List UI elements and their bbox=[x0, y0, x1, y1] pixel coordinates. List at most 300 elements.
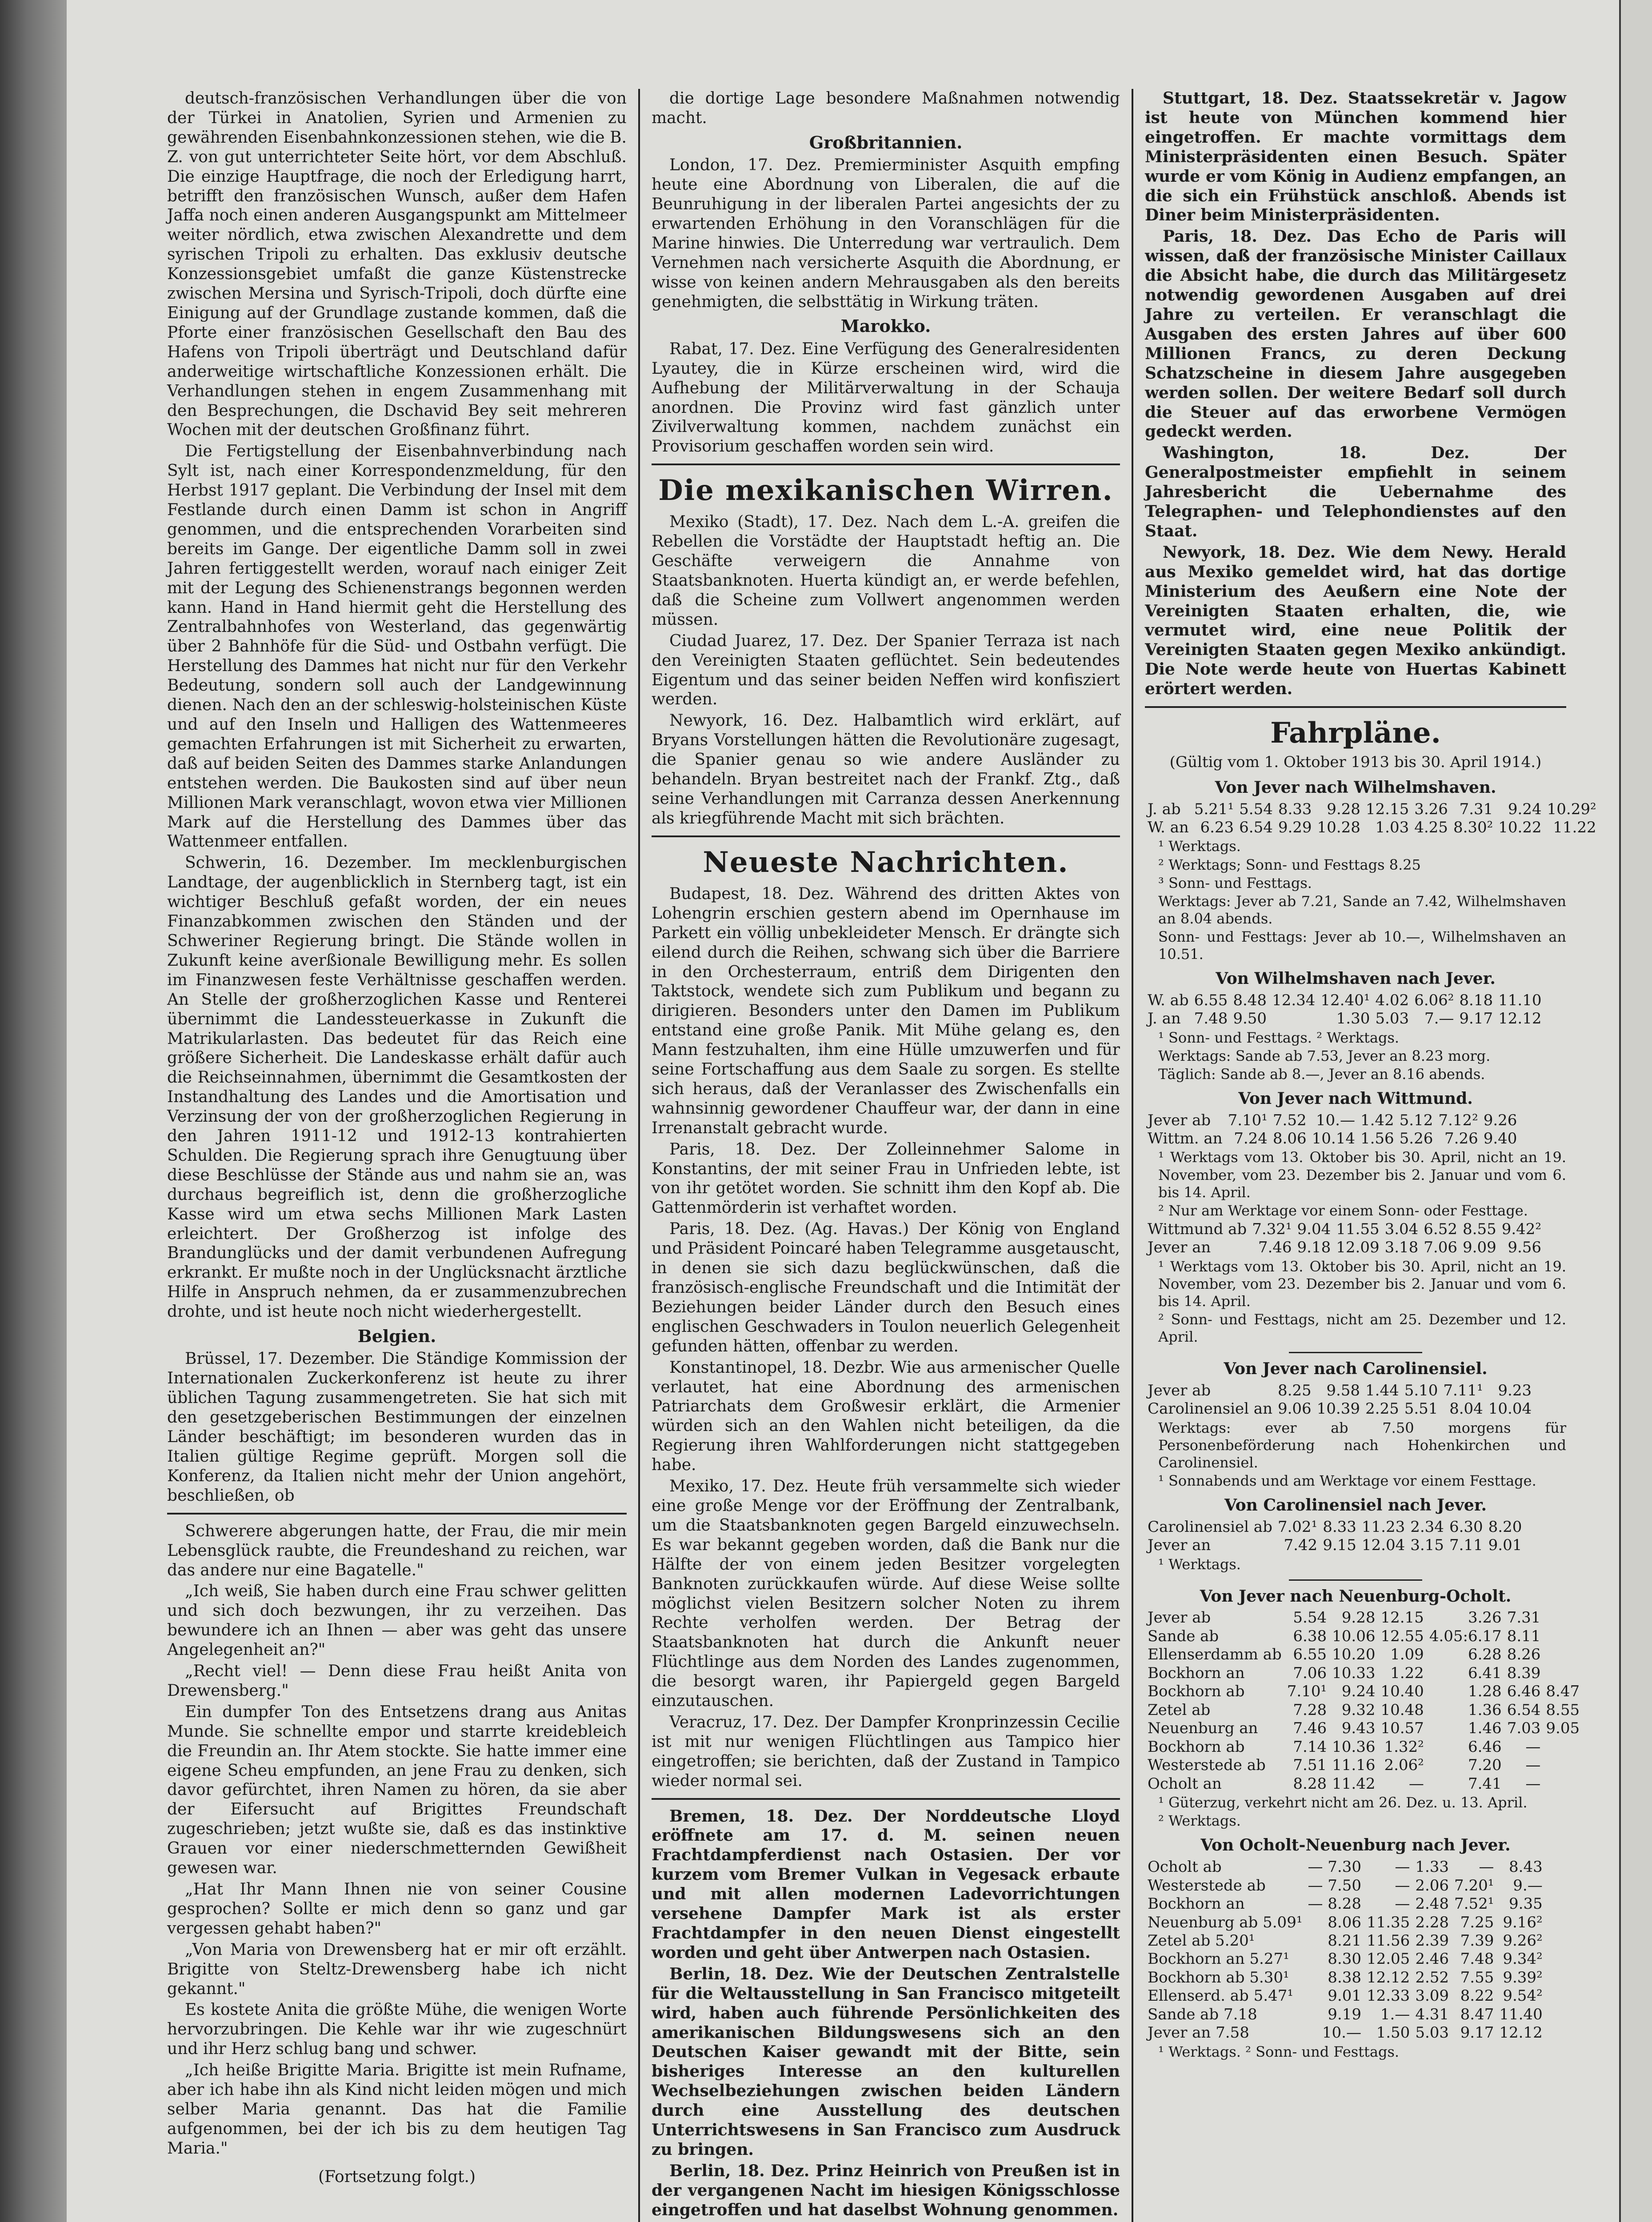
time-cell: 6.52 bbox=[1424, 1220, 1457, 1238]
timetable-row bbox=[1145, 1895, 1545, 1913]
time-cell: 9.01 bbox=[1328, 1987, 1361, 2005]
time-cell: 7.26 bbox=[1444, 1130, 1478, 1148]
article-veracruz: Veracruz, 17. Dez. Der Dampfer Kronprinzessin Cecilie ist mit nur wenigen Flüchtlingen aus Tampico hier eingetroffen; sie berichten, daß der Zustand in Tampico wieder normal sei. bbox=[652, 1713, 1120, 1790]
station-cell: W. an bbox=[1148, 819, 1189, 837]
serial-paragraph: „Recht viel! — Denn diese Frau heißt Anita von Drewensberg." bbox=[167, 1662, 627, 1700]
time-cell: 9.26² bbox=[1503, 1931, 1543, 1950]
article-newyork: Newyork, 16. Dez. Halbamtlich wird erklärt, auf Bryans Vorstellungen hätten die Revolutionäre zugesagt, die Spanier genau so wie andere Ausländer zu behandeln. Bryan bestreitet nach der Frankf. Ztg., daß seine Verhandlungen mit Carranza dessen Anerkennung als kriegführende Macht mit sich brächten. bbox=[652, 711, 1120, 827]
route-heading: Von Jever nach Neuenburg-Ocholt. bbox=[1200, 1587, 1512, 1606]
time-cell: 1.42 bbox=[1360, 1111, 1394, 1129]
timetable-footnote: ¹ Werktags vom 13. Oktober bis 30. April, nicht an 19. November, vom 23. Dezember bis 2. Januar und vom 6. bis 14. April. bbox=[1158, 1149, 1566, 1201]
route-heading: Von Wilhelmshaven nach Jever. bbox=[1216, 969, 1496, 988]
time-cell: 8.21 bbox=[1328, 1931, 1361, 1950]
time-cell: 7.41 bbox=[1468, 1774, 1502, 1793]
article-newyork-herald: Newyork, 18. Dez. Wie dem Newy. Herald aus Mexiko gemeldet wird, hat das dortige Ministerium des Aeußern eine Note der Vereinigten Staaten erhalten, die, wie vermutet wird, eine neue Politik der Vereinigten Staaten gegen Mexiko ankündigt. Die Note werde heute von Huertas Kabinett erörtert werden. bbox=[1145, 543, 1566, 699]
time-cell: 4.31 bbox=[1415, 2005, 1449, 2023]
route-heading: Von Ocholt-Neuenburg nach Jever. bbox=[1200, 1836, 1511, 1855]
time-cell: — bbox=[1525, 1774, 1541, 1793]
timetable-row bbox=[1145, 1719, 1582, 1738]
station-cell: Sande ab 7.18 bbox=[1148, 2005, 1257, 2023]
section-head-great-britain: Großbritannien. bbox=[809, 132, 963, 152]
article-paris-havas: Paris, 18. Dez. (Ag. Havas.) Der König von England und Präsident Poincaré haben Telegramme ausgetauscht, in denen sie sich dazu beglückwünschen, daß die französisch-englische Freundschaft und die Intimität der Beziehungen beider Länder durch den Besuch eines englischen Geschwaders in Toulon neuerlich Gelegenheit gefunden hätten, offenbar zu werden. bbox=[652, 1220, 1120, 1355]
time-cell: 6.55 bbox=[1194, 991, 1228, 1009]
time-cell: — bbox=[1479, 1858, 1494, 1876]
time-cell: 2.06² bbox=[1384, 1756, 1424, 1774]
column-3 bbox=[1133, 89, 1596, 2222]
article-brussels: Brüssel, 17. Dezember. Die Ständige Kommission der Internationalen Zuckerkonferenz ist heute zu ihrer üblichen Tagung zusammengetreten. Sie hat sich mit den gesetzgeberischen Bestimmungen der einzelnen Länder beschäftigt; im besonderen wurden das in Italien gültige Regime geprüft. Morgen soll die Konferenz, da Italien nicht mehr der Union angehört, beschließen, ob bbox=[167, 1350, 627, 1505]
timetable-row bbox=[1145, 2006, 1545, 2024]
time-cell bbox=[1269, 1010, 1318, 1028]
time-cell: 10.57 bbox=[1380, 1719, 1424, 1738]
time-cell: 7.48 bbox=[1194, 1010, 1228, 1028]
article-mexico-city: Mexiko (Stadt), 17. Dez. Nach dem L.-A. greifen die Rebellen die Vorstädte der Hauptstadt heftig an. Die Geschäfte verweigern die Annahme von Staatsbanknoten. Huerta kündigt an, er werde befehlen, daß die Scheine zum Vollwert angenommen werden müssen. bbox=[652, 513, 1120, 629]
timetable-row bbox=[1145, 1950, 1545, 1968]
station-cell: Jever an bbox=[1148, 1239, 1211, 1257]
time-cell: 9.24 bbox=[1508, 800, 1542, 818]
timetable-row bbox=[1145, 1239, 1544, 1257]
timetable-footnote: ² Nur am Werktage vor einem Sonn- oder Festtage. bbox=[1158, 1202, 1528, 1219]
column-2 bbox=[640, 89, 1133, 2222]
time-cell: 5.03 bbox=[1415, 2024, 1449, 2042]
time-cell: 9.16² bbox=[1503, 1913, 1543, 1931]
article-paris: Paris, 18. Dez. Der Zolleinnehmer Salome in Konstantins, der mit seiner Frau in Unfrieden lebte, ist von ihr getötet worden. Sie schnitt ihm den Kopf ab. Die Gattenmörderin ist verhaftet worden. bbox=[652, 1140, 1120, 1217]
time-cell: 5.12 bbox=[1399, 1111, 1433, 1129]
time-cell: 6.38 bbox=[1293, 1627, 1327, 1645]
time-cell: 7.32¹ bbox=[1252, 1220, 1292, 1238]
time-cell: 7.12² bbox=[1438, 1111, 1478, 1129]
station-cell: Bockhorn an bbox=[1148, 1895, 1245, 1913]
time-cell: 8.28 bbox=[1293, 1774, 1327, 1793]
time-cell: 7.11¹ bbox=[1443, 1381, 1483, 1399]
serial-paragraph: „Ich heiße Brigitte Maria. Brigitte ist mein Rufname, aber ich habe ihn als Kind nicht leiden mögen und mich selber Maria genannt. Das hat die Familie aufgenommen, bei der ich bis zu dem heutigen Tag Maria." bbox=[167, 2061, 627, 2158]
time-cell: 6.54 bbox=[1507, 1701, 1541, 1719]
time-cell: 9.24 bbox=[1341, 1682, 1376, 1701]
time-cell: 7.02¹ bbox=[1277, 1518, 1318, 1536]
time-cell: 10.39 bbox=[1316, 1400, 1360, 1418]
station-cell: Neuenburg ab 5.09¹ bbox=[1148, 1913, 1303, 1931]
time-cell: 11.10 bbox=[1498, 991, 1542, 1009]
station-cell: Bockhorn an 5.27¹ bbox=[1148, 1950, 1289, 1968]
time-cell: 3.04 bbox=[1384, 1220, 1419, 1238]
time-cell: 1.22 bbox=[1390, 1664, 1424, 1682]
timetable-row bbox=[1145, 1220, 1544, 1239]
time-cell: 8.43 bbox=[1509, 1858, 1543, 1876]
timetable-row bbox=[1145, 991, 1544, 1010]
station-cell: Bockhorn ab bbox=[1148, 1738, 1245, 1756]
time-cell: 8.30² bbox=[1453, 819, 1493, 837]
time-cell: 2.39 bbox=[1415, 1931, 1449, 1950]
timetable-footnote: ¹ Sonnabends und am Werktage vor einem Festtage. bbox=[1158, 1472, 1536, 1489]
station-cell: Ellenserd. ab 5.47¹ bbox=[1148, 1987, 1293, 2005]
time-cell: 6.55 bbox=[1293, 1646, 1327, 1664]
time-cell: 8.33 bbox=[1323, 1518, 1356, 1536]
article-berlin: Berlin, 18. Dez. Wie der Deutschen Zentralstelle für die Weltausstellung in San Francisco mitgeteilt wird, haben auch führende Persönlichkeiten des amerikanischen Bildungswesens sich an den Deutschen Kaiser gewandt mit der Bitte, sein bisheriges Interesse an den kulturellen Wechselbeziehungen zwischen beiden Ländern durch eine Ausstellung des deutschen Unterrichtswesens in San Francisco zum Ausdruck zu bringen. bbox=[652, 1964, 1120, 2159]
timetable-footnote: ¹ Sonn- und Festtags. ² Werktags. bbox=[1158, 1029, 1400, 1046]
adjacent-page-edge bbox=[1619, 0, 1652, 2222]
time-cell: 4.02 bbox=[1375, 991, 1409, 1009]
station-cell: Carolinensiel ab bbox=[1148, 1518, 1272, 1536]
timetable-footnote: Sonn- und Festtags: Jever ab 10.—, Wilhelmshaven an 10.51. bbox=[1158, 928, 1566, 963]
route-heading: Von Jever nach Wittmund. bbox=[1238, 1089, 1473, 1108]
timetable-row bbox=[1145, 1858, 1545, 1876]
time-cell: 7.10¹ bbox=[1228, 1111, 1268, 1129]
time-cell: 7.46 bbox=[1293, 1719, 1327, 1738]
time-cell: 11.16 bbox=[1332, 1756, 1376, 1774]
time-cell: 7.42 bbox=[1284, 1536, 1318, 1555]
time-cell: 12.12 bbox=[1366, 1968, 1410, 1986]
time-cell: 12.34 bbox=[1272, 991, 1316, 1009]
serial-continued-note: (Fortsetzung folgt.) bbox=[318, 2167, 476, 2186]
article-stuttgart: Stuttgart, 18. Dez. Staatssekretär v. Jagow ist heute von München kommend hier eingetroffen. Er machte vormittags dem Ministerpräsidenten einen Besuch. Später wurde er vom König in Audienz empfangen, an die sich ein Frühstück anschloß. Abends ist Diner beim Ministerpräsidenten. bbox=[1145, 89, 1566, 225]
station-cell: Sande ab bbox=[1148, 1627, 1219, 1645]
time-cell: 5.10 bbox=[1404, 1381, 1438, 1399]
time-cell: 2.48 bbox=[1415, 1895, 1449, 1913]
time-cell: 1.28 bbox=[1468, 1682, 1502, 1701]
timetable-footnote: ² Werktags. bbox=[1158, 1812, 1241, 1830]
time-cell: 8.55 bbox=[1546, 1701, 1580, 1719]
time-cell: — bbox=[1525, 1756, 1541, 1774]
time-cell: 9.39² bbox=[1503, 1968, 1543, 1986]
time-cell: 11.35 bbox=[1366, 1913, 1410, 1931]
timetable-row bbox=[1145, 1987, 1545, 2005]
timetable bbox=[1145, 1111, 1520, 1148]
time-cell: 8.26 bbox=[1507, 1646, 1541, 1664]
station-cell: Bockhorn an bbox=[1148, 1664, 1245, 1682]
time-cell: 5.54 bbox=[1239, 800, 1273, 818]
time-cell: 1.44 bbox=[1365, 1381, 1399, 1399]
time-cell: 12.05 bbox=[1366, 1950, 1410, 1968]
timetable-footnote: ¹ Werktags. ² Sonn- und Festtags. bbox=[1158, 2043, 1400, 2060]
article-london: London, 17. Dez. Premierminister Asquith empfing heute eine Abordnung von Liberalen, die auf die Beunruhigung in der liberalen Partei angesichts der zu erwartenden Erhöhung in den Voranschlägen für die Marine hinwies. Die Unterredung war vertraulich. Dem Vernehmen nach versicherte Asquith die Abordnung, er wisse von keinen andern Mehrausgaben als den bereits genehmigten, die selbsttätig in Wirkung träten. bbox=[652, 156, 1120, 311]
time-cell: 9.42² bbox=[1501, 1220, 1542, 1238]
time-cell: — bbox=[1395, 1895, 1410, 1913]
timetable-row bbox=[1145, 1775, 1582, 1793]
divider bbox=[652, 1798, 1120, 1800]
time-cell: 7.20¹ bbox=[1454, 1876, 1494, 1894]
divider bbox=[1145, 706, 1566, 708]
time-cell: 10.29² bbox=[1547, 800, 1596, 818]
time-cell: 9.04 bbox=[1297, 1220, 1331, 1238]
time-cell: 2.46 bbox=[1415, 1950, 1449, 1968]
time-cell: 12.09 bbox=[1336, 1239, 1380, 1257]
article-rabat: Rabat, 17. Dez. Eine Verfügung des Generalresidenten Lyautey, die in Kürze erscheinen wird, wird die Aufhebung der Militärverwaltung in der Schauja anordnen. Die Provinz wird fast gänzlich unter Zivilverwaltung kommen, nachdem zunächst ein Provisorium geschaffen worden sein wird. bbox=[652, 340, 1120, 456]
time-cell: 8.55 bbox=[1463, 1220, 1496, 1238]
time-cell: — bbox=[1395, 1858, 1410, 1876]
time-cell: 7.11 bbox=[1449, 1536, 1483, 1555]
time-cell: 8.04 bbox=[1449, 1400, 1483, 1418]
time-cell: 7.46 bbox=[1258, 1239, 1292, 1257]
timetable-row bbox=[1145, 1111, 1520, 1130]
timetable-footnote: ¹ Werktags vom 13. Oktober bis 30. April, nicht an 19. November, vom 23. Dezember bis 2. Januar und vom 6. bis 14. April. bbox=[1158, 1258, 1566, 1310]
time-cell: 11.55 bbox=[1336, 1220, 1380, 1238]
time-cell: 9.— bbox=[1513, 1876, 1543, 1894]
time-cell: 6.06² bbox=[1414, 991, 1454, 1009]
station-cell: Bockhorn ab bbox=[1148, 1682, 1245, 1701]
timetable-row bbox=[1145, 1932, 1545, 1950]
serial-paragraph: Es kostete Anita die größte Mühe, die wenigen Worte hervorzubringen. Die Kehle war ihr wie zugeschnürt und ihr Herz schlug bang und schwer. bbox=[167, 2001, 627, 2058]
timetable-row bbox=[1145, 819, 1599, 837]
time-cell: 6.30 bbox=[1449, 1518, 1483, 1536]
time-cell: 9.28 bbox=[1327, 800, 1360, 818]
time-cell: 7.52¹ bbox=[1454, 1895, 1494, 1913]
article-washington: Washington, 18. Dez. Der Generalpostmeister empfiehlt in seinem Jahresbericht die Uebernahme des Telegraphen- und Telephondienstes auf den Staat. bbox=[1145, 444, 1566, 540]
timetable bbox=[1145, 1382, 1534, 1419]
timetable-row bbox=[1145, 1536, 1524, 1555]
time-cell: 1.50 bbox=[1376, 2024, 1410, 2042]
newspaper-page bbox=[67, 0, 1652, 2222]
time-cell: 7.31 bbox=[1507, 1609, 1541, 1627]
scanner-edge bbox=[0, 0, 67, 2222]
station-cell: J. an bbox=[1148, 1010, 1181, 1028]
time-cell: 1.09 bbox=[1390, 1646, 1424, 1664]
route-heading: Von Jever nach Wilhelmshaven. bbox=[1215, 778, 1496, 797]
time-cell: 10.22 bbox=[1498, 819, 1542, 837]
time-cell: 9.34² bbox=[1503, 1950, 1543, 1968]
article-budapest: Budapest, 18. Dez. Während des dritten Aktes von Lohengrin erschien gestern abend im Opernhause im Parkett ein völlig unbekleideter Mensch. Er drängte sich eilend durch die Reihen, schwang sich über die Barriere in den Orchesterraum, entriß dem Dirigenten den Taktstock, wendete sich zum Publikum und begann zu dirigieren. Besonders unter den Damen im Publikum entstand eine große Panik. Mit Mühe gelang es, den Mann festzuhalten, ihm eine Hülle umzuwerfen und für seine Fortschaffung aus dem Saale zu sorgen. Es stellte sich heraus, daß der Veranlasser des Zwischenfalls ein wahnsinnig gewordener Chauffeur war, der dann in eine Irrenanstalt gebracht wurde. bbox=[652, 884, 1120, 1137]
time-cell: 9.17 bbox=[1460, 2024, 1494, 2042]
time-cell: 9.54² bbox=[1503, 1987, 1543, 2005]
time-cell: 8.48 bbox=[1233, 991, 1267, 1009]
timetable-notes bbox=[1145, 838, 1566, 963]
station-cell: Westerstede ab bbox=[1148, 1876, 1266, 1894]
time-cell: 3.15 bbox=[1410, 1536, 1444, 1555]
time-cell: 9.58 bbox=[1326, 1381, 1360, 1399]
article-sylt-railway: Die Fertigstellung der Eisenbahnverbindung nach Sylt ist, nach einer Korrespondenzmeldung, für den Herbst 1917 geplant. Die Verbindung der Insel mit dem Festlande durch einen Damm ist schon in Angriff genommen, und die entsprechenden Vorarbeiten sind bereits im Gange. Der eigentliche Damm soll in zwei Jahren fertiggestellt werden, worauf nach einiger Zeit mit der Legung des Schienenstrangs begonnen werden kann. Hand in Hand hiermit geht die Herstellung des Zentralbahnhofes von Westerland, das gegenwärtig über 2 Bahnhöfe für die Süd- und Ostbahn verfügt. Die Herstellung des Dammes hat nicht nur für den Verkehr Bedeutung, sondern soll auch der Landgewinnung dienen. Nach den an der schleswig-holsteinischen Küste und auf den Inseln und Halligen des Wattenmeeres gemachten Erfahrungen ist mit Sicherheit zu erwarten, daß auf beiden Seiten des Dammes starke Anlandungen entstehen werden. Die Baukosten sind auf über neun Millionen Mark veranschlagt, wovon etwa vier Millionen Mark auf die Herstellung des Dammes über das Wattenmeer entfallen. bbox=[167, 442, 627, 851]
divider bbox=[652, 464, 1120, 465]
station-cell: Neuenburg an bbox=[1148, 1719, 1258, 1738]
divider bbox=[1289, 1352, 1422, 1353]
route-heading: Von Carolinensiel nach Jever. bbox=[1224, 1495, 1487, 1515]
time-cell: 9.23 bbox=[1498, 1381, 1532, 1399]
time-cell: 7.14 bbox=[1293, 1738, 1327, 1756]
time-cell: 8.47 bbox=[1460, 2005, 1494, 2023]
time-cell: 3.26 bbox=[1414, 800, 1448, 818]
time-cell: — 7.50 bbox=[1308, 1876, 1361, 1894]
time-cell: 7.28 bbox=[1293, 1701, 1327, 1719]
time-cell: 11.42 bbox=[1332, 1774, 1376, 1793]
time-cell: 10.33 bbox=[1332, 1664, 1376, 1682]
time-cell: 3.09 bbox=[1415, 1987, 1449, 2005]
article-constantinople: Konstantinopel, 18. Dezbr. Wie aus armenischer Quelle verlautet, hat eine Abordnung des armenischen Patriarchats dem Großwesir erklärt, die Armenier würden sich an den Wahlen nicht beteiligen, da die Regierung ihren Wahlforderungen nicht stattgegeben habe. bbox=[652, 1358, 1120, 1475]
timetable-row bbox=[1145, 1701, 1582, 1719]
time-cell: 10.04 bbox=[1488, 1400, 1532, 1418]
article-berlin-prince: Berlin, 18. Dez. Prinz Heinrich von Preußen ist in der vergangenen Nacht im hiesigen Königsschlosse eingetroffen und hat daselbst Wohnung genommen. bbox=[652, 2161, 1120, 2219]
timetable-validity: (Gültig vom 1. Oktober 1913 bis 30. April 1914.) bbox=[1169, 753, 1542, 771]
article-continuation: die dortige Lage besondere Maßnahmen notwendig macht. bbox=[652, 89, 1120, 127]
section-head-mexico: Die mexikanischen Wirren. bbox=[658, 474, 1113, 508]
station-cell: Jever ab bbox=[1148, 1609, 1211, 1627]
time-cell: 9.56 bbox=[1508, 1239, 1542, 1257]
serial-paragraph: „Hat Ihr Mann Ihnen nie von seiner Cousine gesprochen? Sollte er mich denn so ganz und gar vergessen gehabt haben?" bbox=[167, 1880, 627, 1938]
time-cell: 10.— bbox=[1322, 2024, 1361, 2042]
time-cell: — 8.28 bbox=[1308, 1895, 1361, 1913]
time-cell: 10.28 bbox=[1317, 819, 1360, 837]
time-cell: 1.46 bbox=[1468, 1719, 1502, 1738]
timetable-row bbox=[1145, 1609, 1582, 1627]
time-cell: 4.05:6.17 bbox=[1429, 1627, 1502, 1645]
time-cell: 11.22 bbox=[1553, 819, 1596, 837]
time-cell: 9.26 bbox=[1483, 1111, 1517, 1129]
time-cell: 12.15 bbox=[1380, 1609, 1424, 1627]
station-cell: Carolinensiel an bbox=[1148, 1400, 1272, 1418]
time-cell: 12.40¹ bbox=[1320, 991, 1370, 1009]
time-cell: 1.03 bbox=[1375, 819, 1409, 837]
time-cell: 7.— bbox=[1424, 1010, 1454, 1028]
time-cell: 11.40 bbox=[1499, 2005, 1543, 2023]
time-cell: 9.17 bbox=[1459, 1010, 1493, 1028]
time-cell: — bbox=[1395, 1876, 1410, 1894]
timetable-notes bbox=[1145, 1029, 1566, 1083]
timetable-row bbox=[1145, 1914, 1545, 1932]
time-cell: 9.15 bbox=[1323, 1536, 1356, 1555]
section-head-belgium: Belgien. bbox=[357, 1326, 436, 1347]
timetable-row bbox=[1145, 800, 1599, 819]
time-cell: 7.20 bbox=[1468, 1756, 1502, 1774]
timetable-footnote: ² Sonn- und Festtags, nicht am 25. Dezember und 12. April. bbox=[1158, 1311, 1566, 1345]
time-cell: 5.54 bbox=[1293, 1609, 1327, 1627]
time-cell: 1.32² bbox=[1384, 1738, 1424, 1756]
time-cell: 10.— bbox=[1316, 1111, 1355, 1129]
timetable-row bbox=[1145, 1682, 1582, 1701]
time-cell: 5.51 bbox=[1404, 1400, 1438, 1418]
divider bbox=[167, 1513, 627, 1515]
time-cell: 12.04 bbox=[1361, 1536, 1405, 1555]
section-head-morocco: Marokko. bbox=[840, 316, 931, 336]
article-paris-echo: Paris, 18. Dez. Das Echo de Paris will wissen, daß der französische Minister Caillaux die Absicht habe, die durch das Militärgesetz notwendig gewordenen Ausgaben auf drei Jahre zu verteilen. Er veranschlagt die Ausgaben des ersten Jahres auf über 600 Millionen Francs, zu deren Deckung Schatzscheine in diesem Jahre ausgegeben werden sollen. Der weitere Bedarf soll durch die Steuer auf das erworbene Vermögen gedeckt werden. bbox=[1145, 227, 1566, 441]
time-cell: 2.06 bbox=[1415, 1876, 1449, 1894]
time-cell: 8.22 bbox=[1460, 1987, 1494, 2005]
time-cell: 9.01 bbox=[1488, 1536, 1522, 1555]
time-cell: 8.38 bbox=[1328, 1968, 1361, 1986]
time-cell: 11.56 bbox=[1366, 1931, 1410, 1950]
timetable-row bbox=[1145, 1400, 1534, 1418]
time-cell: 9.29 bbox=[1278, 819, 1312, 837]
time-cell: 9.43 bbox=[1341, 1719, 1376, 1738]
time-cell: 12.12 bbox=[1499, 2024, 1543, 2042]
timetable-row bbox=[1145, 1010, 1544, 1028]
timetable-row bbox=[1145, 1518, 1524, 1536]
station-cell: Ellenserdamm ab bbox=[1148, 1646, 1282, 1664]
timetable-footnote: ³ Sonn- und Festtags. bbox=[1158, 874, 1312, 891]
route-heading: Von Jever nach Carolinensiel. bbox=[1224, 1359, 1488, 1378]
time-cell: 8.20 bbox=[1488, 1518, 1522, 1536]
time-cell: 9.06 bbox=[1277, 1400, 1312, 1418]
time-cell: 6.28 bbox=[1468, 1646, 1502, 1664]
timetable-footnote: ² Werktags; Sonn- und Festtags 8.25 bbox=[1158, 856, 1421, 873]
article-bremen: Bremen, 18. Dez. Der Norddeutsche Lloyd eröffnete am 17. d. M. seinen neuen Frachtdampferdienst nach Ostasien. Der vor kurzem vom Bremer Vulkan in Vegesack erbaute und mit allen modernen Ladevorrichtungen versehene Dampfer Mark ist als erster Frachtdampfer in den neuen Dienst eingestellt worden und geht über Antwerpen nach Ostasien. bbox=[652, 1806, 1120, 1962]
time-cell: 10.14 bbox=[1312, 1130, 1355, 1148]
timetable-row bbox=[1145, 1382, 1534, 1400]
station-cell: Jever ab bbox=[1148, 1381, 1211, 1399]
time-cell: 7.48 bbox=[1460, 1950, 1494, 1968]
timetable-footnote: ¹ Werktags. bbox=[1158, 1555, 1241, 1573]
time-cell: 8.06 bbox=[1272, 1130, 1307, 1148]
divider bbox=[652, 835, 1120, 837]
station-cell: Ocholt ab bbox=[1148, 1858, 1222, 1876]
article-ciudad-juarez: Ciudad Juarez, 17. Dez. Der Spanier Terraza ist nach den Vereinigten Staaten geflüchtet. Sein bedeutendes Eigentum und das seiner beiden Neffen wird konfisziert werden. bbox=[652, 631, 1120, 709]
timetable-notes bbox=[1145, 1419, 1566, 1490]
timetable-footnote: Täglich: Sande ab 8.—, Jever an 8.16 abends. bbox=[1158, 1065, 1485, 1083]
time-cell: 7.25 bbox=[1460, 1913, 1494, 1931]
serial-paragraph: Ein dumpfer Ton des Entsetzens drang aus Anitas Munde. Sie schnellte empor und starrte kreidebleich die Freundin an. Ihr Atem stockte. Sie hatte immer eine eigene Scheu empfunden, an jene Frau zu denken, sich davor gefürchtet, ihren Namen zu hören, da sie aber der Eifersucht auf Brigittes Freundschaft zugeschrieben; jetzt wußte sie, daß es das instinktive Grauen vor einer niederschmetternden Gewißheit gewesen war. bbox=[167, 1702, 627, 1878]
time-cell: 12.15 bbox=[1365, 800, 1409, 818]
timetable-row bbox=[1145, 1756, 1582, 1774]
time-cell: 7.24 bbox=[1234, 1130, 1268, 1148]
article-mexico: Mexiko, 17. Dez. Heute früh versammelte sich wieder eine große Menge vor der Eröffnung der Zentralbank, um die Staatsbanknoten gegen Bargeld einzuwechseln. Es war bekannt gegeben worden, daß die Bank nur die Hälfte der von einem jeden Besitzer vorgelegten Banknoten zurückkaufen würde. Auf diese Weise sollte möglichst vielen Besitzern solcher Noten zu ihrem Rechte verholfen werden. Der Betrag der Staatsbanknoten hat durch die Ankunft neuer Flüchtlinge aus dem Norden des Landes zugenommen, die besorgt waren, ihr Papiergeld gegen Bargeld einzutauschen. bbox=[652, 1477, 1120, 1710]
station-cell: Wittmund ab bbox=[1148, 1220, 1247, 1238]
time-cell: 9.35 bbox=[1509, 1895, 1543, 1913]
time-cell: 7.06 bbox=[1293, 1664, 1327, 1682]
column-1 bbox=[156, 89, 640, 2222]
time-cell: 6.41 bbox=[1468, 1664, 1502, 1682]
time-cell: 5.21¹ bbox=[1194, 800, 1234, 818]
time-cell: 2.25 bbox=[1365, 1400, 1399, 1418]
time-cell: 9.05 bbox=[1546, 1719, 1580, 1738]
timetable-row bbox=[1145, 1627, 1582, 1646]
time-cell: — bbox=[1408, 1774, 1424, 1793]
article-railway-concessions: deutsch-französischen Verhandlungen über die von der Türkei in Anatolien, Syrien und Armenien zu gewährenden Eisenbahnkonzessionen stehen, wie die B. Z. von gut unterrichteter Seite hört, vor dem Abschluß. Die einzige Hauptfrage, die noch der Erledigung harrt, betrifft den französischen Wunsch, außer dem Hafen Jaffa noch einen anderen Ausgangspunkt am Mittelmeer weiter nördlich, etwa zwischen Alexandrette und dem syrischen Tripoli zu erhalten. Das exklusiv deutsche Konzessionsgebiet umfaßt die ganze Küstenstrecke zwischen Mersina und Syrisch-Tripoli, doch dürfte eine Einigung auf der Grundlage zustande kommen, daß die Pforte einer französischen Gesellschaft den Bau des Hafens von Tripoli überträgt und Deutschland dafür anderweitige wirtschaftliche Konzessionen erhält. Die Verhandlungen stehen in engem Zusammenhang mit den Besprechungen, die Dschavid Bey seit mehreren Wochen mit der deutschen Großfinanz führt. bbox=[167, 89, 627, 440]
time-cell: 9.32 bbox=[1341, 1701, 1376, 1719]
timetable bbox=[1145, 1518, 1524, 1555]
article-schwerin: Schwerin, 16. Dezember. Im mecklenburgischen Landtage, der augenblicklich in Sternberg tagt, ist ein wichtiger Beschluß gefaßt worden, der ein neues Finanzabkommen zwischen den Ständen und der Schweriner Regierung bringt. Die Stände wollen in Zukunft keine averßionale Bewilligung mehr. Es sollen im Finanzwesen feste Verhältnisse geschaffen werden. An Stelle der großherzoglichen Kasse und Renterei übernimmt die Landessteuerkasse in Zukunft die Matrikularlasten. Das bedeutet für das Reich eine größere Sicherheit. Die Landeskasse erhält dafür auch die Reichseinnahmen, übernimmt die Gesamtkosten der Instandhaltung des Landes und die Amortisation und Verzinsung der von der großherzoglichen Regierung in den Jahren 1911-12 und 1912-13 kontrahierten Schulden. Die Regierung sprach ihre Genugtuung über diese Beschlüsse der Stände aus und nahm sie an, was durchaus begreiflich ist, denn die großherzogliche Kasse wird um etwa sechs Millionen Mark Lasten erleichtert. Der Großherzog ist infolge des Brandunglücks und der damit verbundenen Aufregung erkrankt. Er mußte noch in der Unglücksnacht ärztliche Hilfe in Anspruch nehmen, da er zusammenzubrechen drohte, und ist heute noch nicht wiederhergestellt. bbox=[167, 854, 627, 1321]
timetable-notes bbox=[1145, 1556, 1566, 1573]
time-cell: 1.36 bbox=[1468, 1701, 1502, 1719]
time-cell: 3.26 bbox=[1468, 1609, 1502, 1627]
time-cell: 2.52 bbox=[1415, 1968, 1449, 1986]
time-cell: 7.52 bbox=[1272, 1111, 1307, 1129]
section-head-latest-news: Neueste Nachrichten. bbox=[703, 845, 1069, 879]
time-cell: 9.18 bbox=[1297, 1239, 1331, 1257]
station-cell: W. ab bbox=[1148, 991, 1189, 1009]
station-cell: Wittm. an bbox=[1148, 1130, 1223, 1148]
timetable bbox=[1145, 1858, 1545, 2042]
serial-paragraph: „Ich weiß, Sie haben durch eine Frau schwer gelitten und sich doch bezwungen, ihr zu verzeihen. Das bewundere ich an Ihnen — aber was geht das unsere Angelegenheit an?" bbox=[167, 1582, 627, 1659]
time-cell: 7.06 bbox=[1424, 1239, 1457, 1257]
timetable-footnote: Werktags: Sande ab 7.53, Jever an 8.23 morg. bbox=[1158, 1047, 1491, 1064]
timetable-row bbox=[1145, 1664, 1582, 1682]
time-cell: 7.03 bbox=[1507, 1719, 1541, 1738]
timetable-row bbox=[1145, 1646, 1582, 1664]
timetable-row bbox=[1145, 2024, 1545, 2042]
time-cell: 12.12 bbox=[1498, 1010, 1542, 1028]
time-cell: 8.39 bbox=[1507, 1664, 1541, 1682]
serial-paragraph: „Von Maria von Drewensberg hat er mir oft erzählt. Brigitte von Steltz-Drewensberg habe ich nicht gekannt." bbox=[167, 1940, 627, 1998]
timetable-notes bbox=[1145, 2043, 1566, 2061]
station-cell: J. ab bbox=[1148, 800, 1181, 818]
station-cell: Jever an 7.58 bbox=[1148, 2024, 1249, 2042]
time-cell: 8.47 bbox=[1546, 1682, 1580, 1701]
time-cell: 8.06 bbox=[1328, 1913, 1361, 1931]
station-cell: Zetel ab 5.20¹ bbox=[1148, 1931, 1255, 1950]
station-cell: Bockhorn ab 5.30¹ bbox=[1148, 1968, 1289, 1986]
time-cell: 7.55 bbox=[1460, 1968, 1494, 1986]
timetable bbox=[1145, 800, 1599, 837]
time-cell: 10.36 bbox=[1332, 1738, 1376, 1756]
timetable-title: Fahrpläne. bbox=[1270, 716, 1441, 750]
time-cell: 2.34 bbox=[1410, 1518, 1444, 1536]
divider bbox=[1289, 1579, 1422, 1581]
timetable bbox=[1145, 1609, 1582, 1793]
time-cell: 9.40 bbox=[1483, 1130, 1517, 1148]
time-cell: 7.51 bbox=[1293, 1756, 1327, 1774]
timetable-footnote: ¹ Werktags. bbox=[1158, 838, 1241, 855]
station-cell: Jever an bbox=[1148, 1536, 1211, 1555]
timetable-notes bbox=[1145, 1149, 1566, 1219]
time-cell: 1.33 bbox=[1415, 1858, 1449, 1876]
serial-paragraph: Schwerere abgerungen hatte, der Frau, die mir mein Lebensglück raubte, die Freundeshand zu reichen, war das andere nur eine Bagatelle." bbox=[167, 1522, 627, 1579]
time-cell: 7.39 bbox=[1460, 1931, 1494, 1950]
time-cell: 10.40 bbox=[1380, 1682, 1424, 1701]
